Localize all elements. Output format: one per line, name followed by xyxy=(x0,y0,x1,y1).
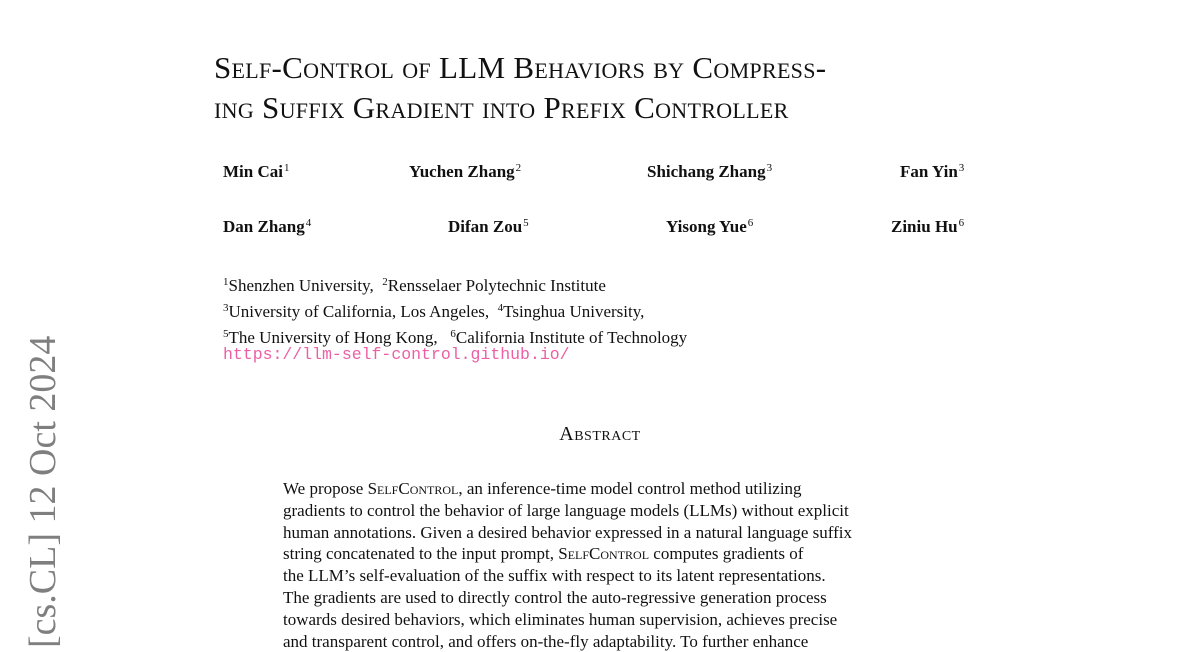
author-ziniu-hu: Ziniu Hu$^6$ xyxy=(891,217,965,236)
abstract-body xyxy=(283,478,923,652)
abstract-line: gradients to control the behavior of large language models (LLMs) without explicit xyxy=(283,500,849,520)
affiliation-line-1: $^1$Shenzhen University, $^2$Rensselaer Polytechnic Institute xyxy=(223,276,606,295)
project-url-link[interactable]: https://llm-self-control.github.io/ xyxy=(223,345,570,364)
title-line-2: ing Suffix Gradient into Prefix Controller xyxy=(214,90,789,125)
affiliation-line-3: $^5$The University of Hong Kong, $^6$California Institute of Technology xyxy=(223,328,688,347)
title-line-1: Self-Control of LLM Behaviors by Compress- xyxy=(214,50,827,85)
abstract-heading: Abstract xyxy=(559,423,641,445)
abstract-line: string concatenated to the input prompt, SelfControl computes gradients of xyxy=(283,544,804,564)
author-dan-zhang: Dan Zhang$^4$ xyxy=(223,217,312,236)
abstract-line: the LLM’s self-evaluation of the suffix with respect to its latent representations. xyxy=(283,566,826,586)
abstract-line: We propose SelfControl, an inference-time model control method utilizing xyxy=(283,479,802,498)
abstract-line: and transparent control, and offers on-the-fly adaptability. To further enhance xyxy=(283,631,809,651)
author-yisong-yue: Yisong Yue$^6$ xyxy=(666,217,754,236)
affiliation-line-2: $^3$University of California, Los Angeles, $^4$Tsinghua University, xyxy=(223,302,645,321)
author-shichang-zhang: Shichang Zhang$^3$ xyxy=(647,162,773,181)
abstract-line: human annotations. Given a desired behavior expressed in a natural language suffix xyxy=(283,522,853,542)
abstract-line: towards desired behaviors, which eliminates human supervision, achieves precise xyxy=(283,609,838,629)
author-min-cai: Min Cai$^1$ xyxy=(223,162,290,181)
paper-title xyxy=(214,48,1014,128)
author-yuchen-zhang: Yuchen Zhang$^2$ xyxy=(409,162,522,181)
author-fan-yin: Fan Yin$^3$ xyxy=(900,162,965,181)
abstract-line: The gradients are used to directly control the auto-regressive generation process xyxy=(283,587,827,607)
author-difan-zou: Difan Zou$^5$ xyxy=(448,217,529,236)
affiliations xyxy=(223,271,687,349)
arxiv-sidebar-stamp: [cs.CL] 12 Oct 2024 xyxy=(22,335,64,648)
